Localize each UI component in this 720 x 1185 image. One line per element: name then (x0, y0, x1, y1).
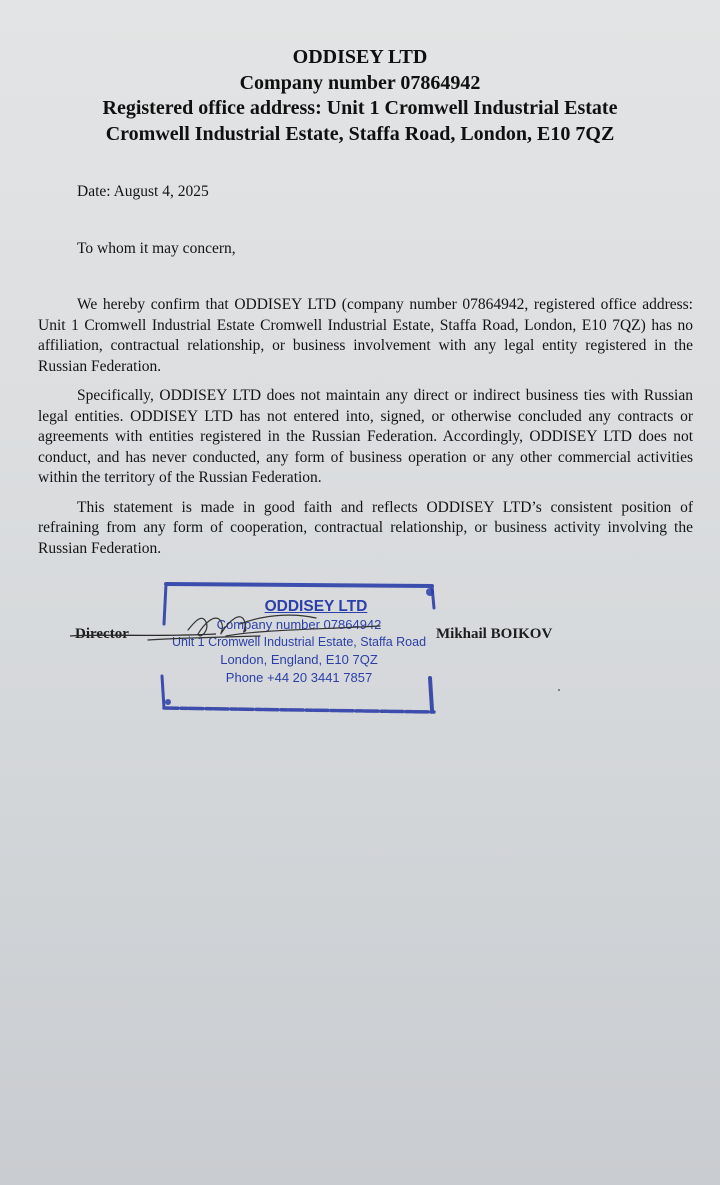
stamp-company-name: ODDISEY LTD (264, 598, 368, 615)
stamp-phone: Phone +44 20 3441 7857 (225, 669, 373, 685)
signer-name: Mikhail BOIKOV (436, 626, 553, 642)
salutation: To whom it may concern, (77, 240, 236, 257)
company-name: ODDISEY LTD (292, 46, 428, 68)
paper-speck (558, 689, 560, 691)
letterhead (0, 45, 720, 147)
handwritten-signature (140, 600, 400, 660)
company-number: Company number 07864942 (239, 71, 481, 94)
signer-role: Director (75, 626, 129, 642)
stamp-company-number: Company number 07864942 (216, 617, 382, 632)
office-address-line-1: Registered office address: Unit 1 Cromwell Industrial Estate (102, 97, 618, 119)
body-paragraph: We hereby confirm that ODDISEY LTD (company number 07864942, registered office address: Unit 1 Cromwell Industrial Estate Cromwell Industrial Estate, Staffa Road, London, E10 7QZ) has no affiliation, contractual relationship, or business involvement with any legal entity registered in the Russian Federation. (38, 296, 693, 375)
body-paragraph: Specifically, ODDISEY LTD does not maintain any direct or indirect business ties with Russian legal entities. ODDISEY LTD has not entered into, signed, or otherwise concluded any contracts or agreements with entities registered in the Russian Federation. Accordingly, ODDISEY LTD does not conduct, and has never conducted, any form of business operation or any other commercial activities within the territory of the Russian Federation. (38, 387, 693, 486)
letter-body (38, 295, 693, 568)
office-address-line-2: Cromwell Industrial Estate, Staffa Road, London, E10 7QZ (105, 122, 615, 145)
body-paragraph: This statement is made in good faith and reflects ODDISEY LTD’s consistent position of refraining from any form of cooperation, contractual relationship, or business activity involving the Russian Federation. (38, 498, 693, 557)
letter-date: Date: August 4, 2025 (77, 183, 209, 200)
stamp-address: Unit 1 Cromwell Industrial Estate, Staffa Road (171, 634, 427, 649)
stamp-city: London, England, E10 7QZ (220, 652, 378, 667)
